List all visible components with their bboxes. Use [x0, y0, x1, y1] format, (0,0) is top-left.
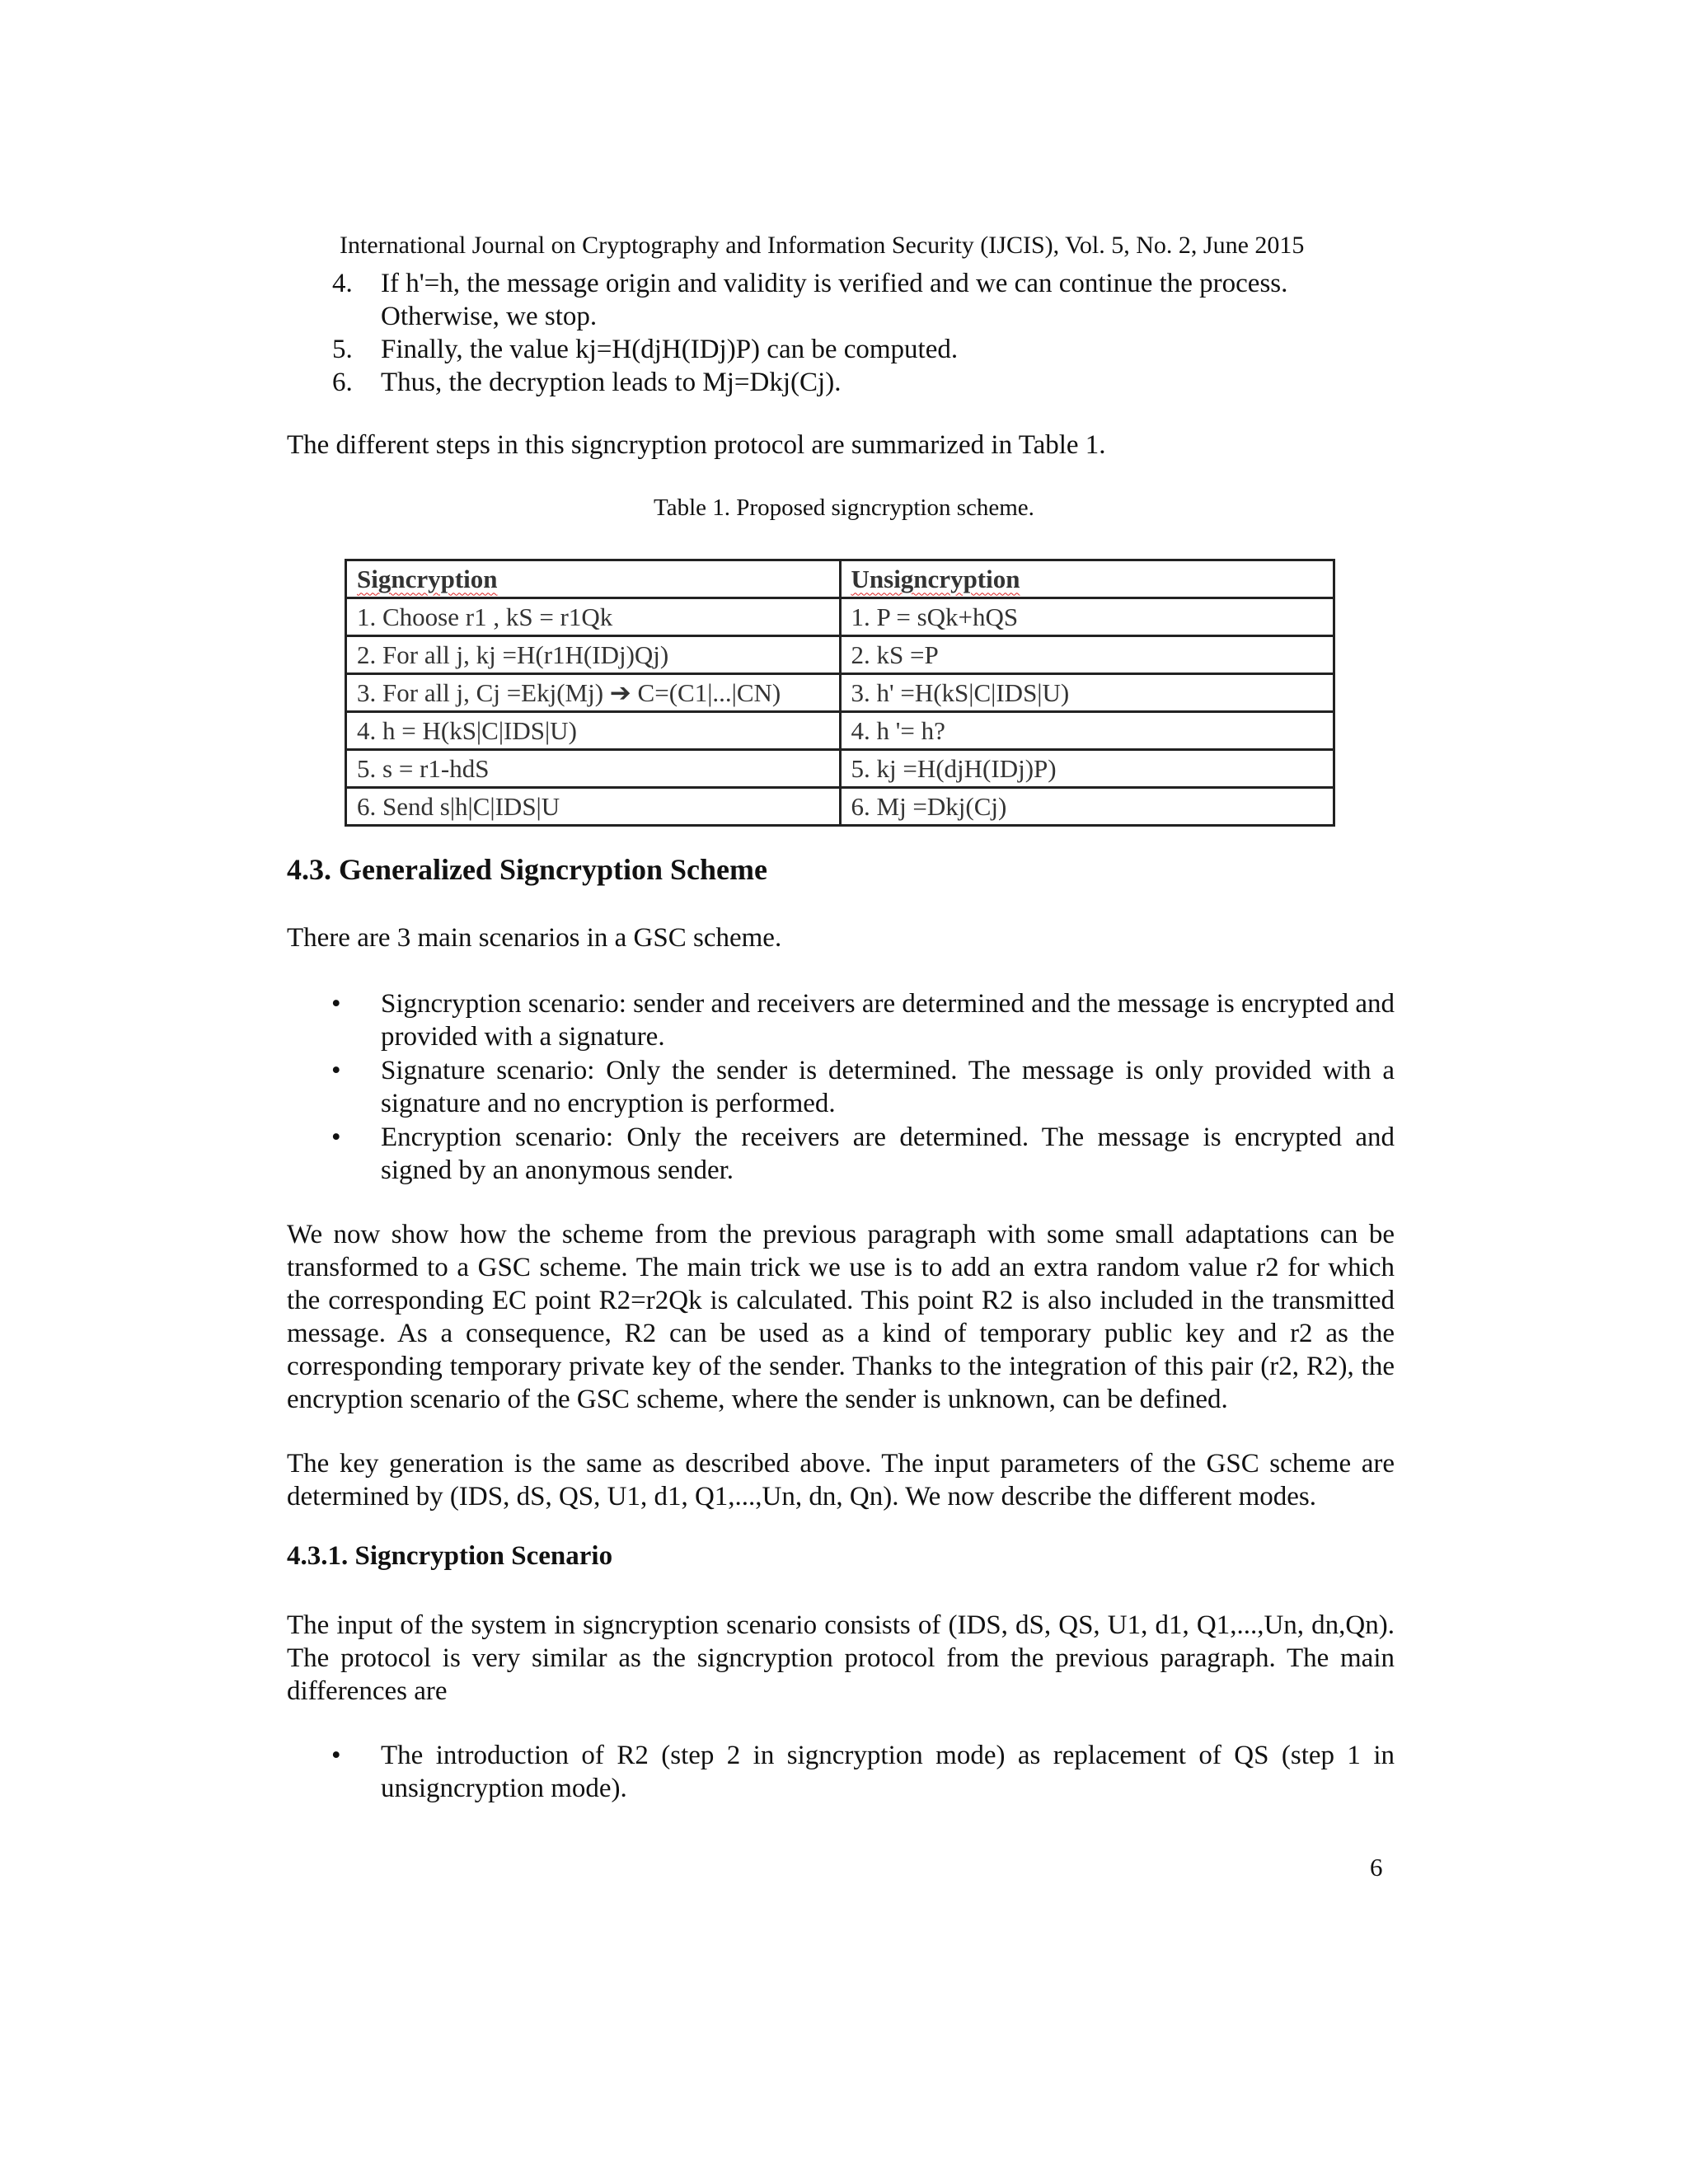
table-cell: 3. h' =H(kS|C|IDS|U): [840, 674, 1334, 712]
table-caption: Table 1. Proposed signcryption scheme.: [654, 494, 1034, 521]
table-cell: 6. Mj =Dkj(Cj): [840, 788, 1334, 826]
scenario-bullets: [287, 987, 1395, 1188]
list-item: [287, 1121, 1395, 1187]
table-cell: 3. For all j, Cj =Ekj(Mj) ➔ C=(C1|...|CN): [346, 674, 841, 712]
protocol-steps-list: [287, 267, 1408, 399]
table-cell: 2. kS =P: [840, 636, 1334, 674]
bullet-text: Encryption scenario: Only the receivers are determined. The message is encrypted and signed by an anonymous sender.: [381, 1122, 1395, 1185]
table-cell: 4. h '= h?: [840, 712, 1334, 750]
list-number: 4.: [332, 269, 353, 298]
table-cell: 4. h = H(kS|C|IDS|U): [346, 712, 841, 750]
key-generation-paragraph: The key generation is the same as described above. The input parameters of the GSC scheme are determined by (IDS, dS, QS, U1, d1, Q1,...,Un, dn, Qn). We now describe the different modes.: [287, 1449, 1395, 1511]
section-heading: 4.3. Generalized Signcryption Scheme: [287, 853, 767, 886]
table-cell: 2. For all j, kj =H(r1H(IDj)Qj): [346, 636, 841, 674]
subsection-heading: 4.3.1. Signcryption Scenario: [287, 1541, 613, 1571]
list-number: 5.: [332, 335, 353, 364]
list-number: 6.: [332, 368, 353, 397]
section-intro: There are 3 main scenarios in a GSC scheme.: [287, 923, 782, 953]
bullet-text: Signcryption scenario: sender and receivers are determined and the message is encrypted and provided with a signature.: [381, 989, 1395, 1052]
signcryption-table: [345, 559, 1335, 827]
list-item: [287, 1054, 1395, 1120]
list-item: [287, 1739, 1395, 1805]
table-row: [346, 788, 1334, 826]
table-cell: 6. Send s|h|C|IDS|U: [346, 788, 841, 826]
list-text: If h'=h, the message origin and validity is verified and we can continue the process. Otherwise, we stop.: [381, 269, 1288, 331]
table-row: [346, 598, 1334, 636]
bullet-icon: •: [331, 1741, 341, 1770]
list-item: [287, 333, 1408, 366]
gsc-paragraph: We now show how the scheme from the previous paragraph with some small adaptations can be transformed to a GSC scheme. The main trick we use is to add an extra random value r2 for which the corresponding EC point R2=r2Qk is calculated. This point R2 is also included in the transmitted message. As a consequence, R2 can be used as a kind of temporary public key and r2 as the corresponding temporary private key of the sender. Thanks to the integration of this pair (r2, R2), the encryption scenario of the GSC scheme, where the sender is unknown, can be defined.: [287, 1220, 1395, 1414]
bullet-text: The introduction of R2 (step 2 in signcryption mode) as replacement of QS (step 1 in unsigncryption mode).: [381, 1741, 1395, 1803]
table-header-row: [346, 560, 1334, 598]
table-cell: 1. Choose r1 , kS = r1Qk: [346, 598, 841, 636]
intro-paragraph: The different steps in this signcryption protocol are summarized in Table 1.: [287, 430, 1106, 460]
bullet-icon: •: [331, 1122, 341, 1152]
list-text: Thus, the decryption leads to Mj=Dkj(Cj).: [381, 368, 842, 397]
table-row: [346, 636, 1334, 674]
list-text: Finally, the value kj=H(djH(IDj)P) can be computed.: [381, 335, 959, 364]
list-item: [287, 987, 1395, 1053]
subsection-paragraph: The input of the system in signcryption scenario consists of (IDS, dS, QS, U1, d1, Q1,...,Un, dn,Qn). The protocol is very similar as the signcryption protocol from the previous paragraph. The main differences are: [287, 1610, 1395, 1706]
bullet-icon: •: [331, 989, 341, 1019]
table-header-unsigncryption: Unsigncryption: [840, 560, 1334, 598]
table-row: [346, 750, 1334, 788]
table-cell: 5. kj =H(djH(IDj)P): [840, 750, 1334, 788]
table-cell: 5. s = r1-hdS: [346, 750, 841, 788]
running-header: International Journal on Cryptography and Information Security (IJCIS), Vol. 5, No. 2, June 2015: [340, 232, 1305, 259]
list-item: [287, 366, 1408, 399]
bullet-icon: •: [331, 1056, 341, 1085]
table-row: [346, 674, 1334, 712]
page-number: 6: [1370, 1853, 1383, 1882]
bullet-text: Signature scenario: Only the sender is determined. The message is only provided with a signature and no encryption is performed.: [381, 1056, 1395, 1118]
table-cell: 1. P = sQk+hQS: [840, 598, 1334, 636]
table-row: [346, 712, 1334, 750]
differences-bullets: [287, 1739, 1395, 1806]
list-item: [287, 267, 1408, 333]
table-header-signcryption: Signcryption: [346, 560, 841, 598]
